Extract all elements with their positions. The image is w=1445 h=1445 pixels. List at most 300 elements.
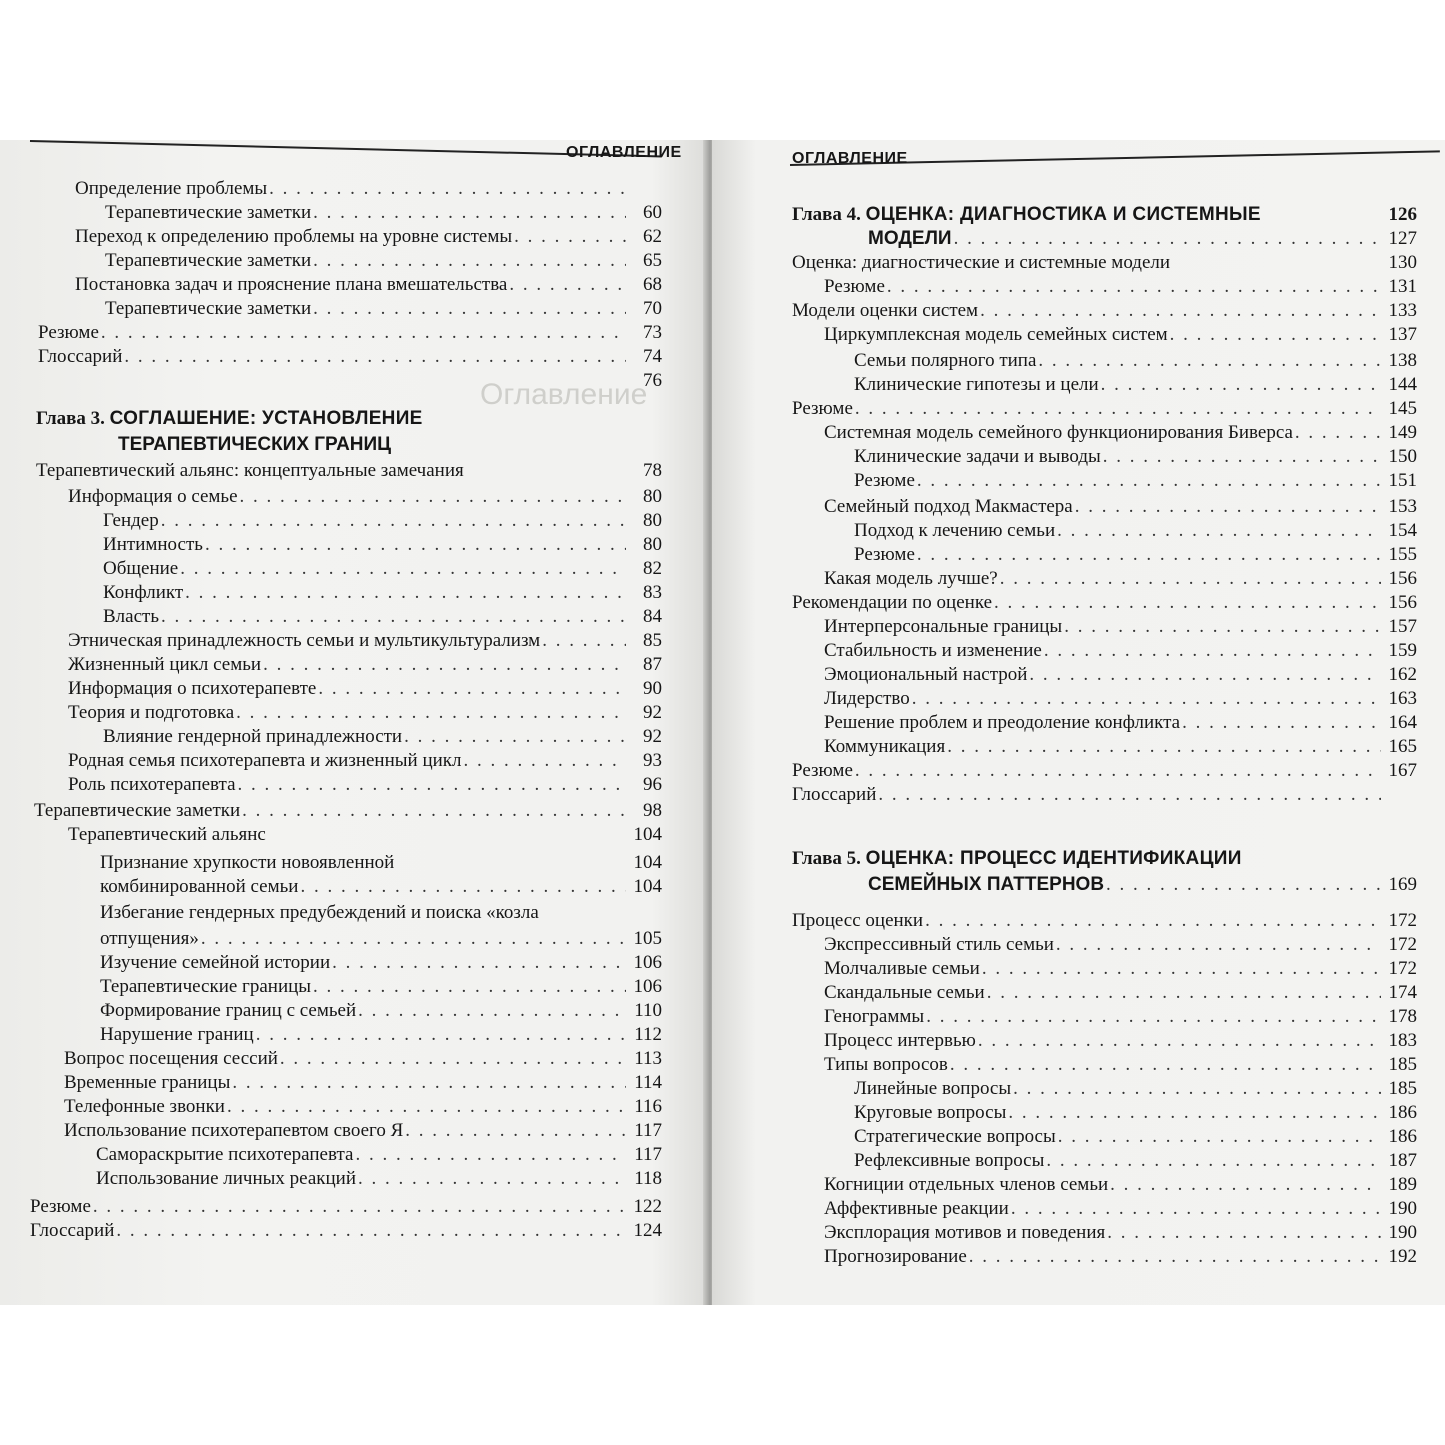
dot-leader: [161, 510, 626, 532]
page-number: 130: [1388, 252, 1417, 273]
page-number: 118: [634, 1168, 662, 1189]
page-number: 149: [1388, 422, 1417, 443]
dot-leader: [232, 1072, 626, 1094]
entry-title: Переход к определению проблемы на уровне системы: [75, 226, 513, 247]
toc-right: [712, 140, 1445, 1305]
entry-title: Рекомендации по оценке: [792, 592, 993, 613]
toc-entry: [824, 712, 1417, 734]
entry-title: Глоссарий: [30, 1220, 115, 1241]
page-number: 178: [1388, 1006, 1417, 1027]
toc-entry: [105, 250, 662, 272]
dot-leader: [969, 1246, 1381, 1268]
entry-title: Этническая принадлежность семьи и мультикультурализм: [68, 630, 541, 651]
page-number: 93: [643, 750, 662, 771]
entry-title: Терапевтические заметки: [105, 202, 312, 223]
page-number: 169: [1388, 874, 1417, 895]
toc-entry: [854, 374, 1417, 396]
page-number: 87: [643, 654, 662, 675]
dot-leader: [1075, 496, 1381, 518]
dot-leader: [514, 226, 626, 248]
dot-leader: [313, 976, 626, 998]
entry-title: Гендер: [103, 510, 159, 531]
entry-title: Изучение семейной истории: [100, 952, 331, 973]
page-number: 155: [1388, 544, 1417, 565]
entry-title: Решение проблем и преодоление конфликта: [824, 712, 1181, 733]
entry-title: Семьи полярного типа: [854, 350, 1037, 371]
toc-entry: [824, 688, 1417, 710]
entry-title: Когниции отдельных членов семьи: [824, 1174, 1109, 1195]
toc-entry: [75, 178, 662, 200]
dot-leader: [1295, 422, 1381, 444]
entry-title: комбинированной семьи: [100, 876, 299, 897]
dot-leader: [236, 702, 626, 724]
entry-title: Влияние гендерной принадлежности: [103, 726, 403, 747]
entry-title: Родная семья психотерапевта и жизненный цикл: [68, 750, 462, 771]
toc-entry: [824, 1054, 1417, 1076]
dot-leader: [855, 760, 1381, 782]
dot-leader: [116, 1220, 626, 1242]
dot-leader: [227, 1096, 626, 1118]
toc-entry: [105, 298, 662, 320]
dot-leader: [238, 774, 626, 796]
entry-title: Эксплорация мотивов и поведения: [824, 1222, 1106, 1243]
chapter-4-heading-line2: [868, 228, 1417, 250]
toc-entry: [854, 446, 1417, 468]
page-number: 62: [643, 226, 662, 247]
chapter-4-title-line1: ОЦЕНКА: ДИАГНОСТИКА И СИСТЕМНЫЕ: [865, 204, 1261, 225]
toc-entry: [103, 558, 662, 580]
page-number: 73: [643, 322, 662, 343]
toc-entry: [68, 774, 662, 796]
toc-entry: [100, 852, 662, 874]
entry-title: Терапевтический альянс: концептуальные замечания: [36, 460, 464, 481]
dot-leader: [404, 726, 626, 748]
page-number: 68: [643, 274, 662, 295]
dot-leader: [542, 630, 626, 652]
page-number: 112: [634, 1024, 662, 1045]
entry-title: Нарушение границ: [100, 1024, 254, 1045]
dot-leader: [405, 1120, 626, 1142]
entry-title: Телефонные звонки: [64, 1096, 225, 1117]
entry-title: Власть: [103, 606, 159, 627]
page-number: 80: [643, 534, 662, 555]
dot-leader: [1058, 1126, 1381, 1148]
dot-leader: [917, 544, 1381, 566]
entry-title: Генограммы: [824, 1006, 925, 1027]
page-number: 80: [643, 510, 662, 531]
toc-entry: [824, 982, 1417, 1004]
toc-entry: [103, 606, 662, 628]
page-number: 104: [633, 852, 662, 873]
chapter-5-heading-line2: [868, 874, 1417, 896]
dot-leader: [1103, 446, 1381, 468]
dot-leader: [1182, 712, 1381, 734]
toc-entry: [40, 370, 662, 392]
toc-entry: [68, 654, 662, 676]
bleed-through-heading: Оглавление: [480, 378, 648, 411]
toc-entry: [75, 226, 662, 248]
toc-entry: [824, 1222, 1417, 1244]
toc-entry: [824, 496, 1417, 518]
entry-title: Интерперсональные границы: [824, 616, 1063, 637]
toc-entry: [100, 1000, 662, 1022]
entry-title: Стабильность и изменение: [824, 640, 1042, 661]
dot-leader: [925, 910, 1381, 932]
dot-leader: [887, 276, 1381, 298]
toc-entry: [792, 592, 1417, 614]
page-number: 174: [1388, 982, 1417, 1003]
entry-title: Системная модель семейного функционирования Биверса: [824, 422, 1293, 443]
dot-leader: [300, 876, 626, 898]
page-number: 145: [1388, 398, 1417, 419]
dot-leader: [313, 250, 626, 272]
entry-title: Терапевтические заметки: [105, 250, 312, 271]
page-number: 183: [1388, 1030, 1417, 1051]
dot-leader: [332, 952, 626, 974]
entry-title: Интимность: [103, 534, 203, 555]
page-number: 105: [633, 928, 662, 949]
page-number: 117: [634, 1144, 662, 1165]
page-number: 167: [1388, 760, 1417, 781]
entry-title: Информация о семье: [68, 486, 238, 507]
toc-entry: [824, 568, 1417, 590]
dot-leader: [318, 678, 626, 700]
entry-title: Использование психотерапевтом своего Я: [64, 1120, 404, 1141]
page-number: 185: [1388, 1054, 1417, 1075]
dot-leader: [926, 1006, 1381, 1028]
chapter-4-prefix: Глава 4.: [792, 204, 861, 225]
dot-leader: [1011, 1198, 1381, 1220]
entry-title: Использование личных реакций: [96, 1168, 357, 1189]
page-number: 90: [643, 678, 662, 699]
page-number: 185: [1388, 1078, 1417, 1099]
entry-title: Терапевтические заметки: [34, 800, 241, 821]
toc-entry: [100, 1024, 662, 1046]
entry-title: отпущения»: [100, 928, 199, 949]
entry-title: Аффективные реакции: [824, 1198, 1009, 1219]
page-number: 114: [634, 1072, 662, 1093]
dot-leader: [509, 274, 626, 296]
chapter-5-title-line2: СЕМЕЙНЫХ ПАТТЕРНОВ: [868, 874, 1105, 895]
dot-leader: [947, 736, 1381, 758]
page-number: 190: [1388, 1222, 1417, 1243]
toc-entry: [103, 510, 662, 532]
toc-entry: [824, 958, 1417, 980]
entry-title: Резюме: [854, 470, 915, 491]
toc-entry: [100, 902, 662, 924]
toc-entry: [64, 1120, 662, 1142]
page-number: 163: [1388, 688, 1417, 709]
page-number: 138: [1388, 350, 1417, 371]
dot-leader: [358, 1000, 626, 1022]
entry-title: Скандальные семьи: [824, 982, 985, 1003]
page-number: 106: [633, 952, 662, 973]
toc-entry: [824, 324, 1417, 346]
chapter-5-heading: [792, 848, 1417, 870]
toc-entry: [64, 1072, 662, 1094]
toc-entry: [105, 202, 662, 224]
dot-leader: [269, 178, 626, 200]
toc-entry: [854, 1102, 1417, 1124]
dot-leader: [878, 784, 1381, 806]
entry-title: Избегание гендерных предубеждений и поиска «козла: [100, 902, 539, 923]
entry-title: Терапевтический альянс: [68, 824, 266, 845]
toc-entry: [824, 736, 1417, 758]
toc-entry: [824, 276, 1417, 298]
page-number: 186: [1388, 1126, 1417, 1147]
page-number: 117: [634, 1120, 662, 1141]
page-number: 151: [1388, 470, 1417, 491]
toc-entry: [792, 784, 1417, 806]
entry-title: Терапевтические заметки: [105, 298, 312, 319]
toc-entry: [792, 398, 1417, 420]
toc-entry: [64, 1096, 662, 1118]
entry-title: Определение проблемы: [75, 178, 268, 199]
page-number: 133: [1388, 300, 1417, 321]
toc-entry: [824, 1030, 1417, 1052]
chapter-3-heading: [36, 408, 646, 430]
dot-leader: [982, 958, 1381, 980]
toc-entry: [100, 876, 662, 898]
dot-leader: [180, 558, 626, 580]
page-number: 153: [1388, 496, 1417, 517]
dot-leader: [950, 1054, 1381, 1076]
toc-entry: [854, 544, 1417, 566]
dot-leader: [124, 346, 626, 368]
chapter-3-prefix: Глава 3.: [36, 408, 105, 429]
entry-title: Рефлексивные вопросы: [854, 1150, 1045, 1171]
dot-leader: [205, 534, 626, 556]
page-number: 122: [633, 1196, 662, 1217]
dot-leader: [980, 300, 1381, 322]
entry-title: Информация о психотерапевте: [68, 678, 317, 699]
page-number: 162: [1388, 664, 1417, 685]
entry-title: Жизненный цикл семьи: [68, 654, 262, 675]
toc-entry: [96, 1168, 662, 1190]
page-number: 70: [643, 298, 662, 319]
dot-leader: [1064, 616, 1381, 638]
toc-entry: [854, 470, 1417, 492]
page-number: 165: [1388, 736, 1417, 757]
toc-entry: [68, 630, 662, 652]
left-page: [0, 140, 708, 1305]
toc-entry: [792, 910, 1417, 932]
page-number: 113: [634, 1048, 662, 1069]
entry-title: Общение: [103, 558, 179, 579]
page-number: 65: [643, 250, 662, 271]
page-number: 98: [643, 800, 662, 821]
toc-entry: [824, 1246, 1417, 1268]
page-number: 106: [633, 976, 662, 997]
toc-entry: [103, 534, 662, 556]
entry-title: Признание хрупкости новоявленной: [100, 852, 395, 873]
entry-title: Временные границы: [64, 1072, 231, 1093]
dot-leader: [240, 486, 626, 508]
page-number: 159: [1388, 640, 1417, 661]
dot-leader: [1056, 934, 1381, 956]
page-number: 157: [1388, 616, 1417, 637]
page-number: 126: [1388, 204, 1417, 225]
dot-leader: [1013, 1078, 1381, 1100]
dot-leader: [1046, 1150, 1381, 1172]
entry-title: Типы вопросов: [824, 1054, 948, 1075]
toc-entry: [854, 350, 1417, 372]
dot-leader: [1029, 664, 1381, 686]
dot-leader: [1038, 350, 1381, 372]
dot-leader: [201, 928, 626, 950]
entry-title: Теория и подготовка: [68, 702, 235, 723]
entry-title: Подход к лечению семьи: [854, 520, 1056, 541]
dot-leader: [1057, 520, 1381, 542]
toc-entry: [96, 1144, 662, 1166]
page-number: 137: [1388, 324, 1417, 345]
running-header: ОГЛАВЛЕНИЕ: [566, 144, 682, 161]
toc-entry: [36, 460, 662, 482]
entry-title: Молчаливые семьи: [824, 958, 980, 979]
page-number: 82: [643, 558, 662, 579]
page-number: 124: [633, 1220, 662, 1241]
toc-entry: [68, 702, 662, 724]
entry-title: Конфликт: [103, 582, 184, 603]
page-number: 80: [643, 486, 662, 507]
chapter-3-title-line1: СОГЛАШЕНИЕ: УСТАНОВЛЕНИЕ: [109, 408, 423, 429]
page-number: 190: [1388, 1198, 1417, 1219]
chapter-4-title-line2: МОДЕЛИ: [868, 228, 952, 249]
page-number: 92: [643, 726, 662, 747]
dot-leader: [912, 688, 1381, 710]
page-number: 172: [1388, 910, 1417, 931]
toc-left: [0, 140, 708, 1305]
page-number: 156: [1388, 568, 1417, 589]
toc-entry: [854, 1150, 1417, 1172]
page-number: 104: [633, 824, 662, 845]
page-number: 85: [643, 630, 662, 651]
page-number: 172: [1388, 958, 1417, 979]
page-number: 186: [1388, 1102, 1417, 1123]
page-number: 127: [1388, 228, 1417, 249]
dot-leader: [1101, 374, 1381, 396]
toc-entry: [64, 1048, 662, 1070]
entry-title: Клинические гипотезы и цели: [854, 374, 1099, 395]
entry-title: Резюме: [824, 276, 885, 297]
entry-title: Формирование границ с семьей: [100, 1000, 357, 1021]
dot-leader: [855, 398, 1381, 420]
page-number: 60: [643, 202, 662, 223]
toc-entry: [824, 664, 1417, 686]
page-number: 150: [1388, 446, 1417, 467]
toc-entry: [792, 300, 1417, 322]
dot-leader: [280, 1048, 626, 1070]
toc-entry: [854, 1078, 1417, 1100]
page-number: 154: [1388, 520, 1417, 541]
entry-title: Семейный подход Макмастера: [824, 496, 1073, 517]
entry-title: Глоссарий: [38, 346, 123, 367]
page-number: 78: [643, 460, 662, 481]
toc-entry: [854, 1126, 1417, 1148]
page-number: 92: [643, 702, 662, 723]
dot-leader: [987, 982, 1381, 1004]
running-header: ОГЛАВЛЕНИЕ: [792, 150, 908, 167]
entry-title: Прогнозирование: [824, 1246, 967, 1267]
entry-title: Терапевтические границы: [100, 976, 312, 997]
chapter-3-title-line2: ТЕРАПЕВТИЧЕСКИХ ГРАНИЦ: [118, 434, 392, 455]
chapter-5-title-line1: ОЦЕНКА: ПРОЦЕСС ИДЕНТИФИКАЦИИ: [865, 848, 1242, 869]
page-number: 83: [643, 582, 662, 603]
page-number: 96: [643, 774, 662, 795]
toc-entry: [38, 346, 662, 368]
dot-leader: [242, 800, 626, 822]
entry-title: Роль психотерапевта: [68, 774, 236, 795]
dot-leader: [1008, 1102, 1381, 1124]
entry-title: Резюме: [854, 544, 915, 565]
toc-entry: [824, 1198, 1417, 1220]
entry-title: Модели оценки систем: [792, 300, 979, 321]
page-number: 164: [1388, 712, 1417, 733]
toc-entry: [38, 322, 662, 344]
dot-leader: [101, 322, 626, 344]
toc-entry: [75, 274, 662, 296]
dot-leader: [464, 750, 627, 772]
toc-entry: [824, 640, 1417, 662]
dot-leader: [1044, 640, 1381, 662]
toc-entry: [824, 422, 1417, 444]
dot-leader: [1110, 1174, 1381, 1196]
dot-leader: [355, 1144, 626, 1166]
dot-leader: [313, 202, 626, 224]
entry-title: Экспрессивный стиль семьи: [824, 934, 1054, 955]
entry-title: Резюме: [38, 322, 99, 343]
entry-title: Резюме: [30, 1196, 91, 1217]
entry-title: Стратегические вопросы: [854, 1126, 1056, 1147]
dot-leader: [161, 606, 626, 628]
page-number: 104: [633, 876, 662, 897]
entry-title: Коммуникация: [824, 736, 946, 757]
entry-title: Циркумплексная модель семейных систем: [824, 324, 1168, 345]
page-number: 189: [1388, 1174, 1417, 1195]
toc-entry: [103, 582, 662, 604]
toc-entry: [34, 800, 662, 822]
dot-leader: [994, 592, 1381, 614]
entry-title: Самораскрытие психотерапевта: [96, 1144, 354, 1165]
toc-entry: [68, 750, 662, 772]
toc-entry: [824, 1006, 1417, 1028]
toc-entry: [68, 486, 662, 508]
dot-leader: [1107, 1222, 1381, 1244]
toc-entry: [824, 934, 1417, 956]
entry-title: Резюме: [792, 398, 853, 419]
dot-leader: [1000, 568, 1381, 590]
entry-title: Процесс оценки: [792, 910, 924, 931]
page-number: 116: [634, 1096, 662, 1117]
dot-leader: [313, 298, 626, 320]
page-number: 74: [643, 346, 662, 367]
dot-leader: [358, 1168, 626, 1190]
entry-title: Лидерство: [824, 688, 910, 709]
dot-leader: [185, 582, 626, 604]
toc-entry: [100, 976, 662, 998]
toc-entry: [824, 1174, 1417, 1196]
toc-entry: [854, 520, 1417, 542]
entry-title: Какая модель лучше?: [824, 568, 998, 589]
dot-leader: [978, 1030, 1381, 1052]
chapter-4-heading: [792, 204, 1417, 226]
entry-title: Вопрос посещения сессий: [64, 1048, 278, 1069]
toc-entry: [68, 824, 662, 846]
chapter-5-prefix: Глава 5.: [792, 848, 861, 869]
page-number: 156: [1388, 592, 1417, 613]
dot-leader: [256, 1024, 626, 1046]
dot-leader: [1170, 324, 1381, 346]
